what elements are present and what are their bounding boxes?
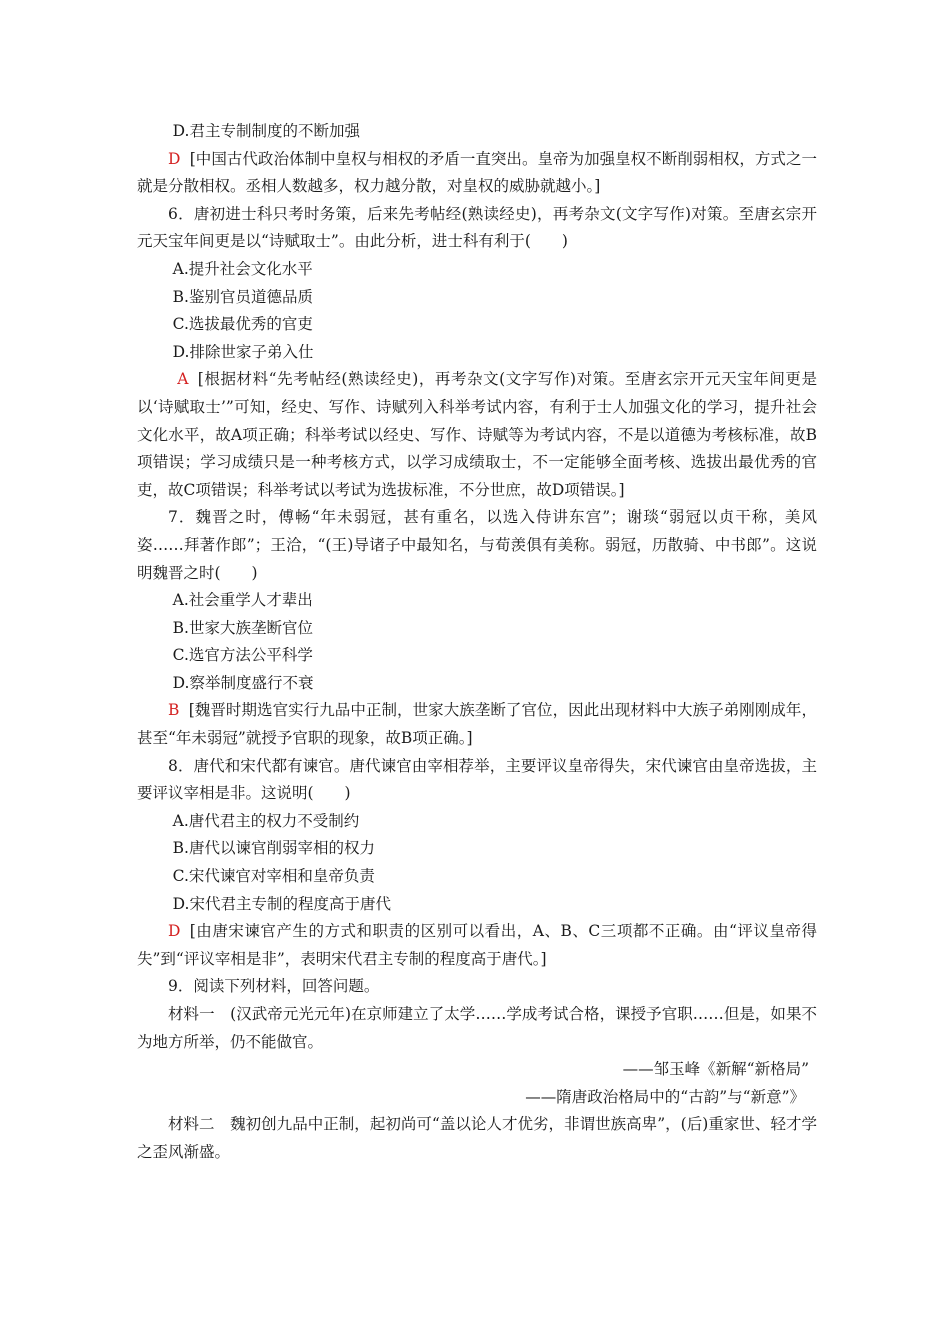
q7-option-a: A.社会重学人才辈出 [172, 591, 313, 610]
q8-stem: 8．唐代和宋代都有谏官。唐代谏官由宰相荐举，主要评议皇帝得失，宋代谏官由皇帝选拔，主要评议宰相是非。这说明( ) [137, 756, 817, 803]
q5-answer-letter: D [168, 149, 181, 168]
q9-material-1: 材料一 (汉武帝元光元年)在京师建立了太学……学成考试合格，课授予官职……但是，如果不为地方所举，仍不能做官。 [137, 1005, 817, 1051]
q8-analysis-text: [由唐宋谏官产生的方式和职责的区别可以看出，A、B、C三项都不正确。由“评议皇帝得失”到“评议宰相是非”，表明宋代君主专制的程度高于唐代。] [137, 922, 817, 968]
q6-stem: 6．唐初进士科只考时务策，后来先考帖经(熟读经史)，再考杂文(文字写作)对策。至唐玄宗开元天宝年间更是以“诗赋取士”。由此分析，进士科有利于( ) [137, 204, 817, 251]
q8-option-b: B.唐代以谏官削弱宰相的权力 [172, 839, 375, 858]
q6-option-d: D.排除世家子弟入仕 [172, 342, 314, 361]
q8-answer-letter: D [168, 922, 181, 941]
document-page [137, 118, 817, 1167]
q8-option-d: D.宋代君主专制的程度高于唐代 [172, 894, 391, 913]
q7-option-b: B.世家大族垄断官位 [172, 618, 313, 637]
q7-answer-letter: B [168, 701, 180, 720]
q6-analysis-text: [根据材料“先考帖经(熟读经史)，再考杂文(文字写作)对策。至唐玄宗开元天宝年间更是以‘诗赋取士’”可知，经史、写作、诗赋列入科举考试内容，有利于士人加强文化的学习，提升社会文化水平，故A项正确；科举考试以经史、写作、诗赋等为考试内容，不是以道德为考核标准，故B项错误；学习成绩只是一种考核方式，以学习成绩取士，不一定能够全面考核、选拔出最优秀的官吏，故C项错误；科举考试以考试为选拔标准，不分世庶，故D项错误。] [137, 370, 817, 499]
q6-option-c: C.选拔最优秀的官吏 [172, 315, 313, 334]
q6-option-a: A.提升社会文化水平 [172, 259, 313, 278]
q8-analysis [137, 918, 817, 973]
q9-source-line-2: ——隋唐政治格局中的“古韵”与“新意”》 [525, 1087, 805, 1106]
q7-option-d: D.察举制度盛行不衰 [172, 673, 314, 692]
q8-option-c: C.宋代谏官对宰相和皇帝负责 [172, 867, 375, 886]
q9-source-line-1: ——邹玉峰《新解“新格局” [622, 1060, 809, 1079]
q7-analysis [137, 697, 817, 752]
q5-option-d: D.君主专制制度的不断加强 [172, 122, 360, 140]
q9-material-2: 材料二 魏初创九品中正制，起初尚可“盖以论人才优劣，非谓世族高卑”，(后)重家世、轻才学之歪风渐盛。 [137, 1115, 817, 1161]
q7-option-c: C.选官方法公平科学 [172, 646, 313, 665]
q6-option-b: B.鉴别官员道德品质 [172, 287, 313, 306]
q7-stem: 7．魏晋之时，傅畅“年未弱冠，甚有重名，以选入侍讲东宫”；谢琰“弱冠以贞干称，美风姿……拜著作郎”；王洽，“(王)导诸子中最知名，与荀羡俱有美称。弱冠，历散骑、中书郎”。这说明魏晋之时( ) [137, 508, 817, 582]
q6-analysis [137, 366, 817, 504]
q6-answer-letter: A [177, 370, 189, 389]
q5-analysis [137, 146, 817, 201]
q8-option-a: A.唐代君主的权力不受制约 [172, 811, 360, 830]
q7-analysis-text: [魏晋时期选官实行九品中正制，世家大族垄断了官位，因此出现材料中大族子弟刚刚成年，甚至“年未弱冠”就授予官职的现象，故B项正确。] [137, 701, 817, 748]
q5-analysis-text: [中国古代政治体制中皇权与相权的矛盾一直突出。皇帝为加强皇权不断削弱相权，方式之一就是分散相权。丞相人数越多，权力越分散，对皇权的威胁就越小。] [137, 149, 817, 196]
q9-stem: 9．阅读下列材料，回答问题。 [168, 977, 380, 996]
